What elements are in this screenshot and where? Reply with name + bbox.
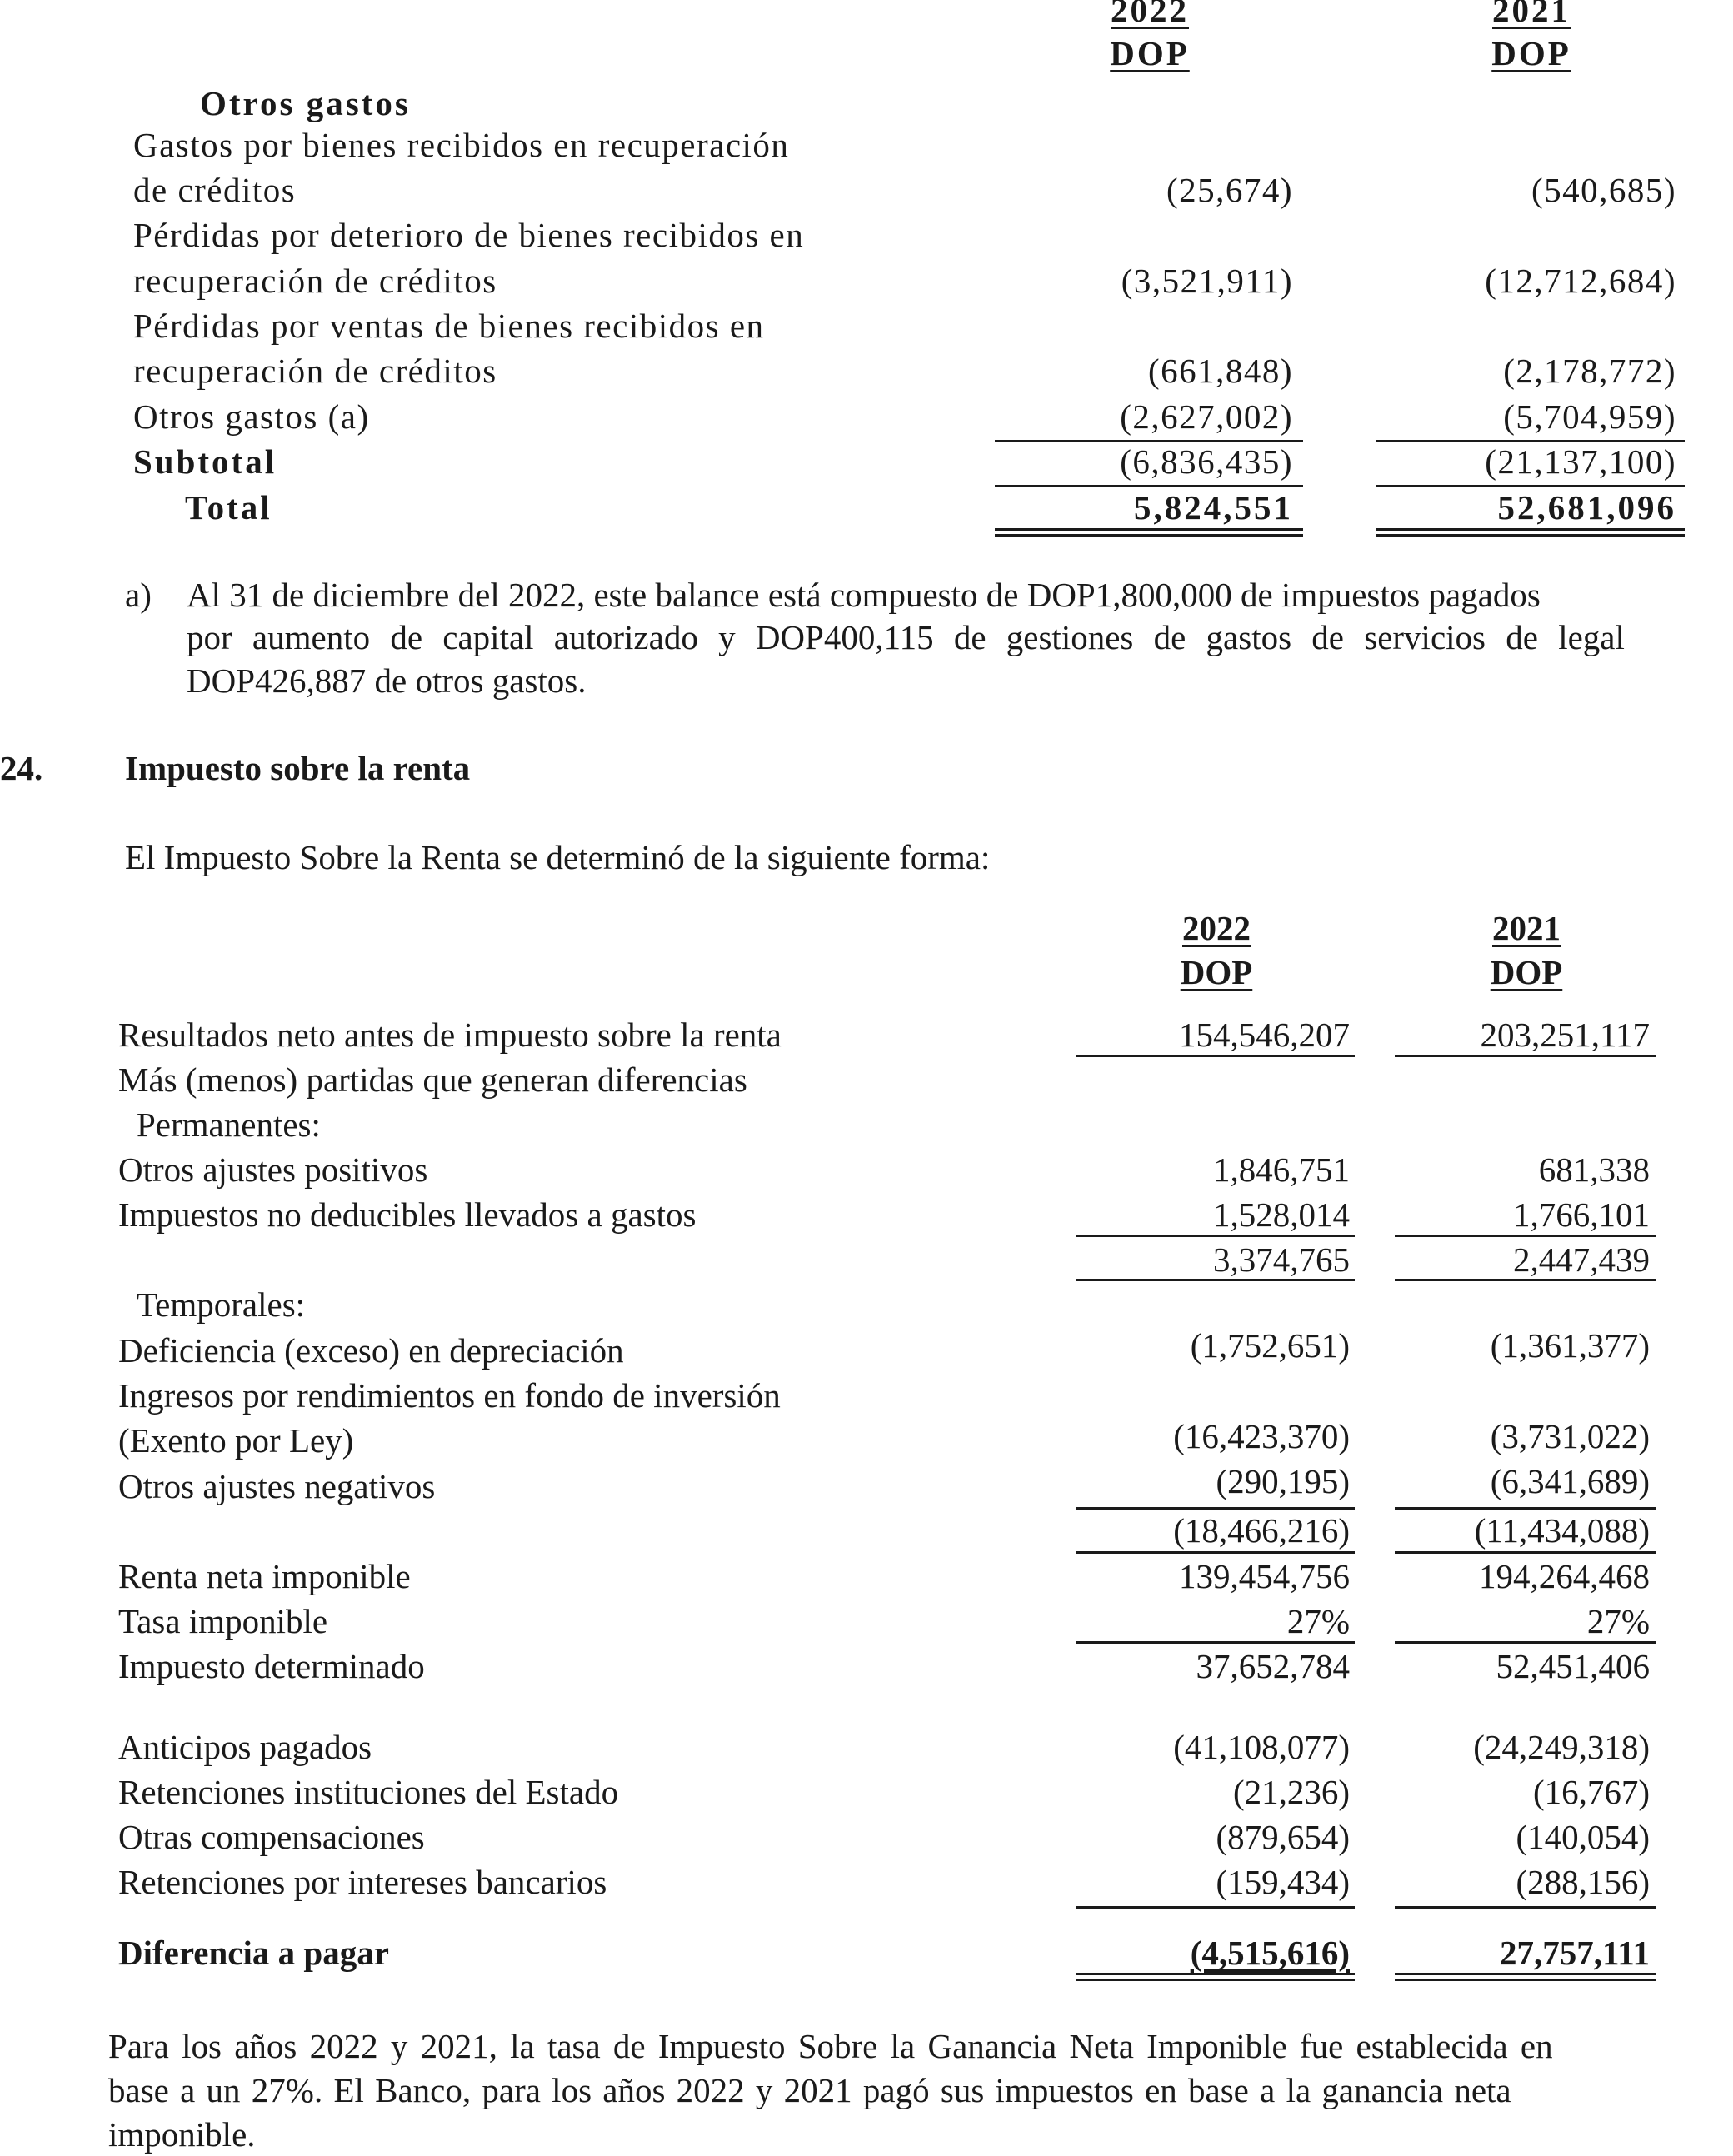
- t2-row-label: Deficiencia (exceso) en depreciación: [118, 1331, 624, 1370]
- t1-section-title: Otros gastos: [200, 84, 411, 122]
- t2-row-label: Renta neta imponible: [118, 1557, 411, 1595]
- t2-row-label: Anticipos pagados: [118, 1728, 372, 1766]
- t1-row-value-2022: (2,627,002): [1120, 397, 1293, 436]
- note-a-line: DOP426,887 de otros gastos.: [187, 661, 587, 700]
- t2-header-2021-currency: DOP: [1490, 953, 1563, 991]
- t2-row-value-2021: 2,447,439: [1513, 1240, 1650, 1279]
- t1-header-2022-currency: DOP: [1110, 34, 1190, 72]
- t2-row-value-2022: (16,423,370): [1173, 1417, 1350, 1455]
- t1-row-label: Otros gastos (a): [133, 397, 370, 436]
- t1-row-value-2021: (2,178,772): [1503, 352, 1676, 390]
- t2-final-value-2021: 27,757,111: [1500, 1934, 1650, 1972]
- closing-line: base a un 27%. El Banco, para los años 2022 y 2021 pagó sus impuestos en base a la ganancia neta: [108, 2071, 1511, 2109]
- t2-row-value-2022: (290,195): [1216, 1462, 1350, 1500]
- t2-row-value-2021: (3,731,022): [1490, 1417, 1650, 1455]
- t2-row-value-2021: 203,251,117: [1480, 1016, 1650, 1054]
- section-title: Impuesto sobre la renta: [125, 749, 471, 787]
- t1-subtotal-2022: (6,836,435): [1120, 442, 1293, 481]
- t2-row-value-2022: (41,108,077): [1173, 1728, 1350, 1766]
- t1-row-value-2022: (3,521,911): [1121, 262, 1293, 300]
- t2-final-value-2022: (4,515,616): [1190, 1934, 1350, 1972]
- t1-row-label: Pérdidas por ventas de bienes recibidos en: [133, 307, 765, 345]
- t2-rule-2021: [1395, 1507, 1656, 1510]
- t2-row-value-2022: 37,652,784: [1196, 1647, 1350, 1685]
- t2-rule-2021: [1395, 1641, 1656, 1644]
- t2-row-value-2021: 1,766,101: [1513, 1195, 1650, 1234]
- t2-row-label: Impuesto determinado: [118, 1647, 425, 1685]
- t2-row-label: (Exento por Ley): [118, 1421, 354, 1460]
- t1-row-label: Pérdidas por deterioro de bienes recibidos en: [133, 216, 805, 254]
- t2-row-value-2022: (159,434): [1216, 1863, 1350, 1901]
- t2-row-value-2021: (6,341,689): [1490, 1462, 1650, 1500]
- t2-row-value-2022: 3,374,765: [1213, 1240, 1350, 1279]
- t2-row-label: Ingresos por rendimientos en fondo de inversión: [118, 1376, 781, 1415]
- t2-final-double-rule-2022: [1076, 1979, 1355, 1981]
- t2-row-label: Tasa imponible: [118, 1602, 328, 1640]
- note-a-line: por aumento de capital autorizado y DOP400,115 de gestiones de gastos de servicios de legal: [187, 618, 1625, 656]
- t2-row-value-2021: 27%: [1586, 1602, 1650, 1640]
- t1-total-double-rule-2022: [995, 528, 1303, 531]
- note-a-marker: a): [125, 576, 152, 614]
- t2-row-label: Otros ajustes positivos: [118, 1150, 428, 1189]
- t2-final-double-rule-2022: [1076, 1973, 1355, 1975]
- t2-row-label: Otros ajustes negativos: [118, 1467, 436, 1505]
- t1-total-double-rule-2021: [1376, 528, 1685, 531]
- t2-rule-2022: [1076, 1279, 1355, 1281]
- t2-header-2022-year: 2022: [1182, 909, 1251, 947]
- t2-row-value-2021: (11,434,088): [1474, 1511, 1650, 1550]
- t2-rule-2022: [1076, 1551, 1355, 1554]
- t2-rule-2021: [1395, 1055, 1656, 1057]
- t2-row-label: Retenciones instituciones del Estado: [118, 1773, 619, 1811]
- t2-rule-2022: [1076, 1906, 1355, 1909]
- t1-total-double-rule-2022: [995, 534, 1303, 537]
- t2-rule-2021: [1395, 1906, 1656, 1909]
- t2-rule-2022: [1076, 1641, 1355, 1644]
- t1-subtotal-2021: (21,137,100): [1485, 442, 1676, 481]
- t1-row-value-2021: (5,704,959): [1503, 397, 1676, 436]
- t2-row-value-2022: (21,236): [1232, 1773, 1350, 1811]
- closing-line: Para los años 2022 y 2021, la tasa de Impuesto Sobre la Ganancia Neta Imponible fue establecida en: [108, 2027, 1553, 2065]
- t2-row-value-2021: 681,338: [1538, 1150, 1650, 1189]
- t2-row-value-2022: 27%: [1286, 1602, 1350, 1640]
- t2-row-label: Impuestos no deducibles llevados a gastos: [118, 1195, 697, 1234]
- t1-header-2022-year: 2022: [1111, 0, 1189, 29]
- t1-row-label: recuperación de créditos: [133, 352, 497, 390]
- t2-row-label: Temporales:: [137, 1285, 306, 1324]
- t1-row-value-2022: (25,674): [1166, 171, 1293, 209]
- t1-header-2021-year: 2021: [1492, 0, 1571, 29]
- t2-row-label: Resultados neto antes de impuesto sobre la renta: [118, 1016, 782, 1054]
- t2-row-value-2021: (16,767): [1532, 1773, 1650, 1811]
- t1-header-2021-currency: DOP: [1491, 34, 1571, 72]
- t2-row-value-2021: (1,361,377): [1490, 1326, 1650, 1365]
- t2-final-label: Diferencia a pagar: [118, 1934, 389, 1972]
- section-number: 24.: [0, 749, 43, 787]
- t2-final-double-rule-2021: [1395, 1973, 1656, 1975]
- t2-rule-2021: [1395, 1235, 1656, 1237]
- t1-total-2021: 52,681,096: [1497, 488, 1676, 527]
- t1-row-value-2022: (661,848): [1147, 352, 1293, 390]
- t2-row-value-2021: (24,249,318): [1473, 1728, 1650, 1766]
- t2-rule-2022: [1076, 1235, 1355, 1237]
- t2-row-value-2021: (288,156): [1516, 1863, 1650, 1901]
- t2-rule-2022: [1076, 1055, 1355, 1057]
- t2-row-value-2022: 154,546,207: [1179, 1016, 1350, 1054]
- t2-row-value-2022: 1,528,014: [1213, 1195, 1350, 1234]
- t2-rule-2021: [1395, 1279, 1656, 1281]
- t1-subtotal-label: Subtotal: [133, 442, 277, 481]
- t2-row-value-2022: 1,846,751: [1213, 1150, 1350, 1189]
- t2-row-value-2021: 52,451,406: [1496, 1647, 1650, 1685]
- t2-row-label: Permanentes:: [137, 1105, 321, 1144]
- t2-row-label: Otras compensaciones: [118, 1818, 425, 1856]
- t1-row-value-2021: (12,712,684): [1485, 262, 1676, 300]
- t2-row-value-2022: (1,752,651): [1190, 1326, 1350, 1365]
- t1-row-label: recuperación de créditos: [133, 262, 497, 300]
- t2-row-value-2022: (18,466,216): [1173, 1511, 1350, 1550]
- t1-row-label: Gastos por bienes recibidos en recuperación: [133, 126, 790, 164]
- t2-header-2022-currency: DOP: [1180, 953, 1253, 991]
- t1-total-2022: 5,824,551: [1134, 488, 1293, 527]
- t2-row-value-2022: 139,454,756: [1179, 1557, 1350, 1595]
- t2-row-value-2021: (140,054): [1516, 1818, 1650, 1856]
- note-a-line: Al 31 de diciembre del 2022, este balance está compuesto de DOP1,800,000 de impuestos pagados: [187, 576, 1541, 614]
- t2-rule-2021: [1395, 1551, 1656, 1554]
- t1-row-value-2021: (540,685): [1531, 171, 1676, 209]
- t1-row-label: de créditos: [133, 171, 297, 209]
- closing-line: imponible.: [108, 2115, 256, 2154]
- t2-header-2021-year: 2021: [1492, 909, 1561, 947]
- t2-row-label: Retenciones por intereses bancarios: [118, 1863, 607, 1901]
- t2-rule-2022: [1076, 1507, 1355, 1510]
- t2-row-value-2022: (879,654): [1216, 1818, 1350, 1856]
- intro-text: El Impuesto Sobre la Renta se determinó de la siguiente forma:: [125, 838, 991, 876]
- t1-total-double-rule-2021: [1376, 534, 1685, 537]
- t1-total-label: Total: [185, 488, 272, 527]
- t2-row-value-2021: 194,264,468: [1479, 1557, 1650, 1595]
- t2-final-double-rule-2021: [1395, 1979, 1656, 1981]
- t2-row-label: Más (menos) partidas que generan diferencias: [118, 1061, 747, 1099]
